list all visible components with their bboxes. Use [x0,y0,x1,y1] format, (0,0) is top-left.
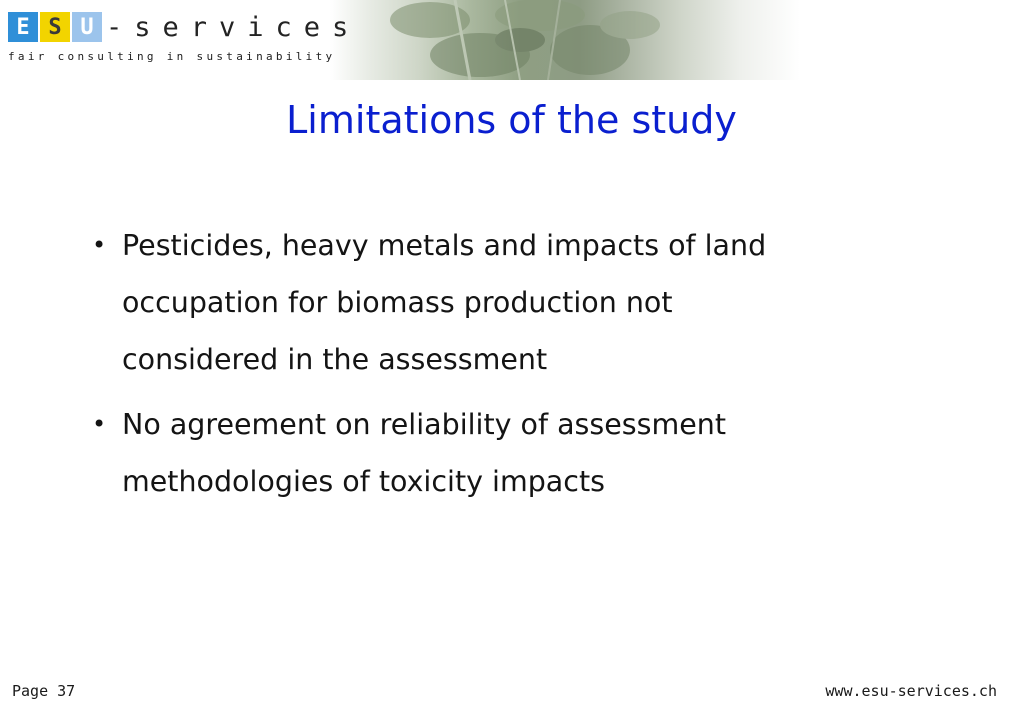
logo-block-e: E [8,12,38,42]
logo-block-s: S [40,12,70,42]
bullet-icon: • [92,231,107,259]
header-banner [0,0,800,80]
bullet-line: Pesticides, heavy metals and impacts of land [122,229,767,262]
bullet-line: occupation for biomass production not [122,286,673,319]
slide-title: Limitations of the study [286,98,737,142]
bullet-icon: • [92,410,107,438]
logo-wordmark: -services [106,11,361,43]
bullet-line: No agreement on reliability of assessment [122,408,727,441]
bullet-line: methodologies of toxicity impacts [122,465,605,498]
bullet-item [84,396,924,510]
logo [8,10,360,44]
bullet-list [84,217,924,518]
bullet-line: considered in the assessment [122,343,548,376]
logo-block-u: U [72,12,102,42]
bullet-item [84,217,924,388]
tagline: fair consulting in sustainability [8,50,336,63]
page-number: Page 37 [12,682,76,700]
website-url: www.esu-services.ch [825,682,997,700]
